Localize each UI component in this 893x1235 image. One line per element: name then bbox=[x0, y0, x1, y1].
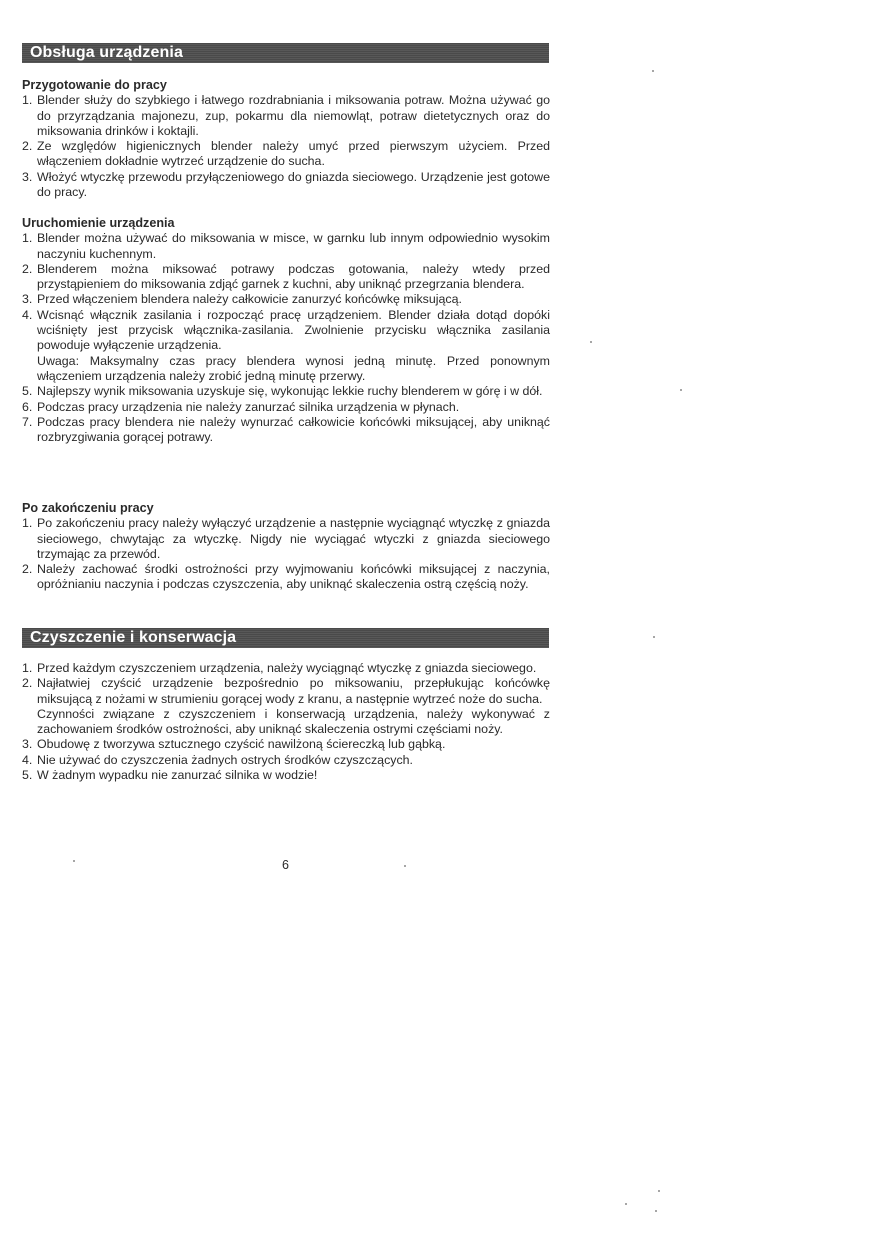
list-item bbox=[22, 262, 550, 293]
item-number: 7. bbox=[22, 414, 33, 429]
item-number: 2. bbox=[22, 261, 33, 276]
item-number: 3. bbox=[22, 292, 33, 307]
list-item bbox=[22, 93, 550, 139]
subsection-po-zakonczeniu bbox=[22, 501, 550, 593]
section-title: Czyszczenie i konserwacja bbox=[30, 629, 237, 646]
subsection-uruchomienie bbox=[22, 216, 550, 445]
list-item bbox=[22, 231, 550, 262]
scan-speck bbox=[590, 341, 592, 343]
scan-speck bbox=[655, 1210, 657, 1212]
item-text: Włożyć wtyczkę przewodu przyłączeniowego do gniazda sieciowego. Urządzenie jest gotowe do pracy. bbox=[37, 169, 550, 200]
item-text: Wcisnąć włącznik zasilania i rozpocząć pracę urządzeniem. Blender działa dotąd dopóki wciśnięty jest przycisk włącznika-zasilania. Zwolnienie przycisku włącznika zasilania powoduje wyłączenie urządzenia. bbox=[37, 307, 550, 353]
item-text: Blender można używać do miksowania w misce, w garnku lub innym odpowiednio wysokim naczyniu kuchennym. bbox=[37, 231, 550, 261]
item-text: Obudowę z tworzywa sztucznego czyścić nawilżoną ściereczką lub gąbką. bbox=[37, 737, 446, 752]
item-text: Przed włączeniem blendera należy całkowicie zanurzyć końcówkę miksującą. bbox=[37, 292, 462, 307]
list-item bbox=[22, 768, 550, 783]
instruction-list bbox=[22, 516, 550, 592]
item-number: 1. bbox=[22, 661, 33, 675]
item-number: 6. bbox=[22, 399, 33, 414]
list-item bbox=[22, 737, 550, 752]
item-text: Należy zachować środki ostrożności przy wyjmowaniu końcówki miksującej z naczynia, opróżnianiu naczynia i podczas czyszczenia, aby uniknąć skaleczenia ostrą częścią noży. bbox=[37, 562, 550, 592]
list-item bbox=[22, 384, 550, 399]
warning-note: Uwaga: Maksymalny czas pracy blendera wynosi jedną minutę. Przed ponownym włączeniem urządzenia należy zrobić jedną minutę przerwy. bbox=[37, 353, 550, 383]
list-item bbox=[22, 170, 550, 201]
item-number: 2. bbox=[22, 676, 33, 691]
item-text: Podczas pracy urządzenia nie należy zanurzać silnika urządzenia w płynach. bbox=[37, 399, 460, 414]
list-item bbox=[22, 753, 550, 768]
item-text: Nie używać do czyszczenia żadnych ostrych środków czyszczących. bbox=[37, 752, 413, 767]
scan-speck bbox=[653, 636, 655, 638]
item-number: 2. bbox=[22, 139, 33, 154]
scan-speck bbox=[625, 1203, 627, 1205]
section-czyszczenie-content bbox=[22, 661, 550, 783]
item-text: Najłatwiej czyścić urządzenie bezpośrednio po miksowaniu, przepłukując końcówkę miksującą z nożami w strumieniu gorącej wody z kranu, a następnie wytrzeć noże do sucha. bbox=[37, 676, 550, 706]
subsection-heading: Przygotowanie do pracy bbox=[22, 78, 167, 92]
list-item bbox=[22, 516, 550, 562]
item-text: Przed każdym czyszczeniem urządzenia, należy wyciągnąć wtyczkę z gniazda sieciowego. bbox=[37, 661, 537, 675]
list-item bbox=[22, 139, 550, 170]
item-number: 1. bbox=[22, 93, 33, 108]
item-text: W żadnym wypadku nie zanurzać silnika w wodzie! bbox=[37, 768, 318, 783]
item-number: 2. bbox=[22, 562, 33, 577]
subsection-heading: Po zakończeniu pracy bbox=[22, 501, 154, 515]
item-text: Najlepszy wynik miksowania uzyskuje się, wykonując lekkie ruchy blenderem w górę i w dół. bbox=[37, 384, 543, 399]
item-number: 4. bbox=[22, 307, 33, 322]
instruction-list bbox=[22, 661, 550, 783]
scan-speck bbox=[658, 1190, 660, 1192]
item-text: Ze względów higienicznych blender należy umyć przed pierwszym użyciem. Przed włączeniem dokładnie wytrzeć urządzenie do sucha. bbox=[37, 139, 550, 169]
list-item bbox=[22, 415, 550, 446]
item-number: 1. bbox=[22, 516, 33, 531]
scan-speck bbox=[73, 860, 75, 862]
item-text: Po zakończeniu pracy należy wyłączyć urządzenie a następnie wyciągnąć wtyczkę z gniazda sieciowego, chwytając za wtyczkę. Nigdy nie wyciągać wtyczki z gniazda sieciowego trzymając za przewód. bbox=[37, 516, 550, 561]
list-item bbox=[22, 292, 550, 307]
item-number: 5. bbox=[22, 384, 33, 399]
item-number: 1. bbox=[22, 231, 33, 246]
section-header-czyszczenie bbox=[22, 628, 549, 648]
section-title: Obsługa urządzenia bbox=[30, 44, 183, 61]
item-number: 3. bbox=[22, 169, 33, 184]
instruction-list bbox=[22, 93, 550, 200]
scan-speck bbox=[404, 865, 406, 867]
item-text: Podczas pracy blendera nie należy wynurzać całkowicie końcówki miksującej, aby uniknąć rozbryzgiwania gorącej potrawy. bbox=[37, 414, 550, 445]
subsection-przygotowanie bbox=[22, 78, 550, 200]
item-text: Blender służy do szybkiego i łatwego rozdrabniania i miksowania potraw. Można używać go do przyrządzania majonezu, zup, pokarmu dla niemowląt, potraw dietetycznych oraz do miksowania drinków i koktajli. bbox=[37, 93, 550, 138]
list-item bbox=[22, 400, 550, 415]
item-number: 3. bbox=[22, 737, 33, 752]
item-text: Blenderem można miksować potrawy podczas gotowania, należy wtedy przed przystąpieniem do miksowania zdjąć garnek z kuchni, aby uniknąć przegrzania blendera. bbox=[37, 261, 550, 292]
list-item bbox=[22, 308, 550, 384]
instruction-list bbox=[22, 231, 550, 445]
subsection-heading: Uruchomienie urządzenia bbox=[22, 216, 175, 230]
list-item bbox=[22, 562, 550, 593]
section-header-obsluga bbox=[22, 43, 549, 63]
scan-speck bbox=[680, 389, 682, 391]
page-number: 6 bbox=[282, 858, 289, 872]
list-item bbox=[22, 661, 550, 676]
item-number: 5. bbox=[22, 768, 33, 783]
scan-speck bbox=[652, 70, 654, 72]
item-number: 4. bbox=[22, 752, 33, 767]
warning-note: Czynności związane z czyszczeniem i konserwacją urządzenia, należy wykonywać z zachowaniem środków ostrożności, aby uniknąć skaleczenia ostrymi częściami noży. bbox=[37, 706, 550, 737]
list-item bbox=[22, 676, 550, 737]
